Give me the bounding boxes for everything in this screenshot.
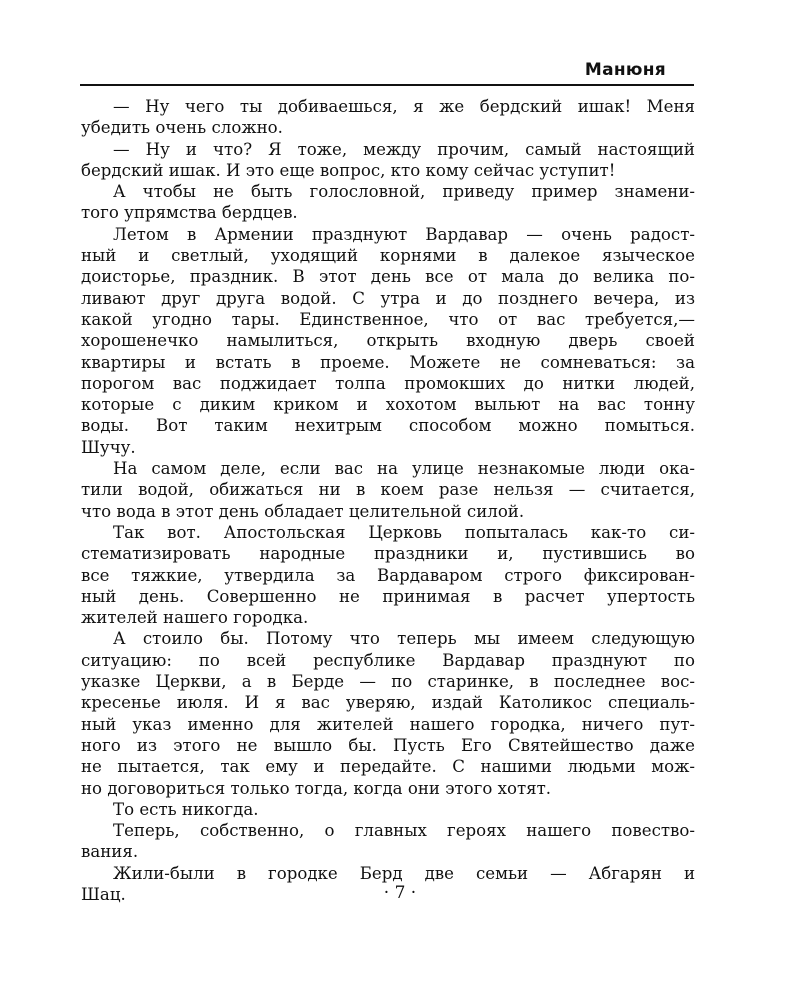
running-head [80,58,694,86]
text-line: тили водой, обижаться ни в коем разе нельзя — считается, [81,480,695,500]
text-line: доисторье, праздник. В этот день все от мала до велика по- [81,267,695,287]
text-line: ный день. Совершенно не принимая в расчет упертость [81,586,695,606]
text-line: ный и светлый, уходящий корнями в далекое языческое [81,246,695,266]
text-line: вания. [81,842,139,862]
text-line: На самом деле, если вас на улице незнакомые люди ока- [113,459,695,479]
text-line: ный указ именно для жителей нашего городка, ничего пут- [81,714,695,734]
running-title: Манюня [584,60,666,80]
text-line: не пытается, так ему и передайте. С нашими людьми мож- [81,757,695,777]
text-line: ного из этого не вышло бы. Пусть Его Святейшество даже [81,735,695,755]
text-line: — Ну и что? Я тоже, между прочим, самый настоящий [113,139,695,159]
text-line: То есть никогда. [113,799,259,819]
text-line: кресенье июля. И я вас уверяю, издай Католикос специаль- [81,693,695,713]
text-line: того упрямства бердцев. [81,203,298,223]
text-line: убедить очень сложно. [81,118,283,138]
text-line: А чтобы не быть голословной, приведу пример знамени- [113,182,695,202]
text-line: указке Церкви, а в Берде — по старинке, в последнее вос- [81,672,695,692]
text-line: воды. Вот таким нехитрым способом можно помыться. [81,416,695,436]
text-line: бердский ишак. И это еще вопрос, кто кому сейчас уступит! [81,160,616,180]
text-line: Шучу. [81,437,136,457]
text-line: стематизировать народные праздники и, пустившись во [81,544,695,564]
text-line: Так вот. Апостольская Церковь попыталась как-то си- [113,522,695,542]
page-number: · 7 · [383,883,417,903]
body-text [81,96,695,905]
text-line: ливают друг друга водой. С утра и до позднего вечера, из [81,288,695,308]
text-line: что вода в этот день обладает целительной силой. [81,501,525,521]
text-line: но договориться только тогда, когда они этого хотят. [81,778,552,798]
text-line: порогом вас поджидает толпа промокших до нитки людей, [81,373,695,393]
text-line: ситуацию: по всей республике Вардавар празднуют по [81,650,695,670]
text-line: жителей нашего городка. [81,608,309,628]
text-line: Теперь, собственно, о главных героях нашего повество- [113,821,695,841]
text-line: А стоило бы. Потому что теперь мы имеем следующую [113,629,695,649]
text-line: Летом в Армении празднуют Вардавар — очень радост- [113,224,695,244]
text-line: — Ну чего ты добиваешься, я же бердский ишак! Меня [113,97,695,116]
text-line: Жили-были в городке Берд две семьи — Абгарян и [113,863,695,883]
text-line: квартиры и встать в проеме. Можете не сомневаться: за [81,352,695,372]
text-line: все тяжкие, утвердила за Вардаваром строго фиксирован- [81,565,695,585]
text-line: какой угодно тары. Единственное, что от вас требуется,— [81,309,695,329]
text-line: Шац. [81,884,126,904]
text-line: хорошенечко намылиться, открыть входную дверь своей [81,331,695,351]
text-line: которые с диким криком и хохотом выльют на вас тонну [81,395,695,415]
